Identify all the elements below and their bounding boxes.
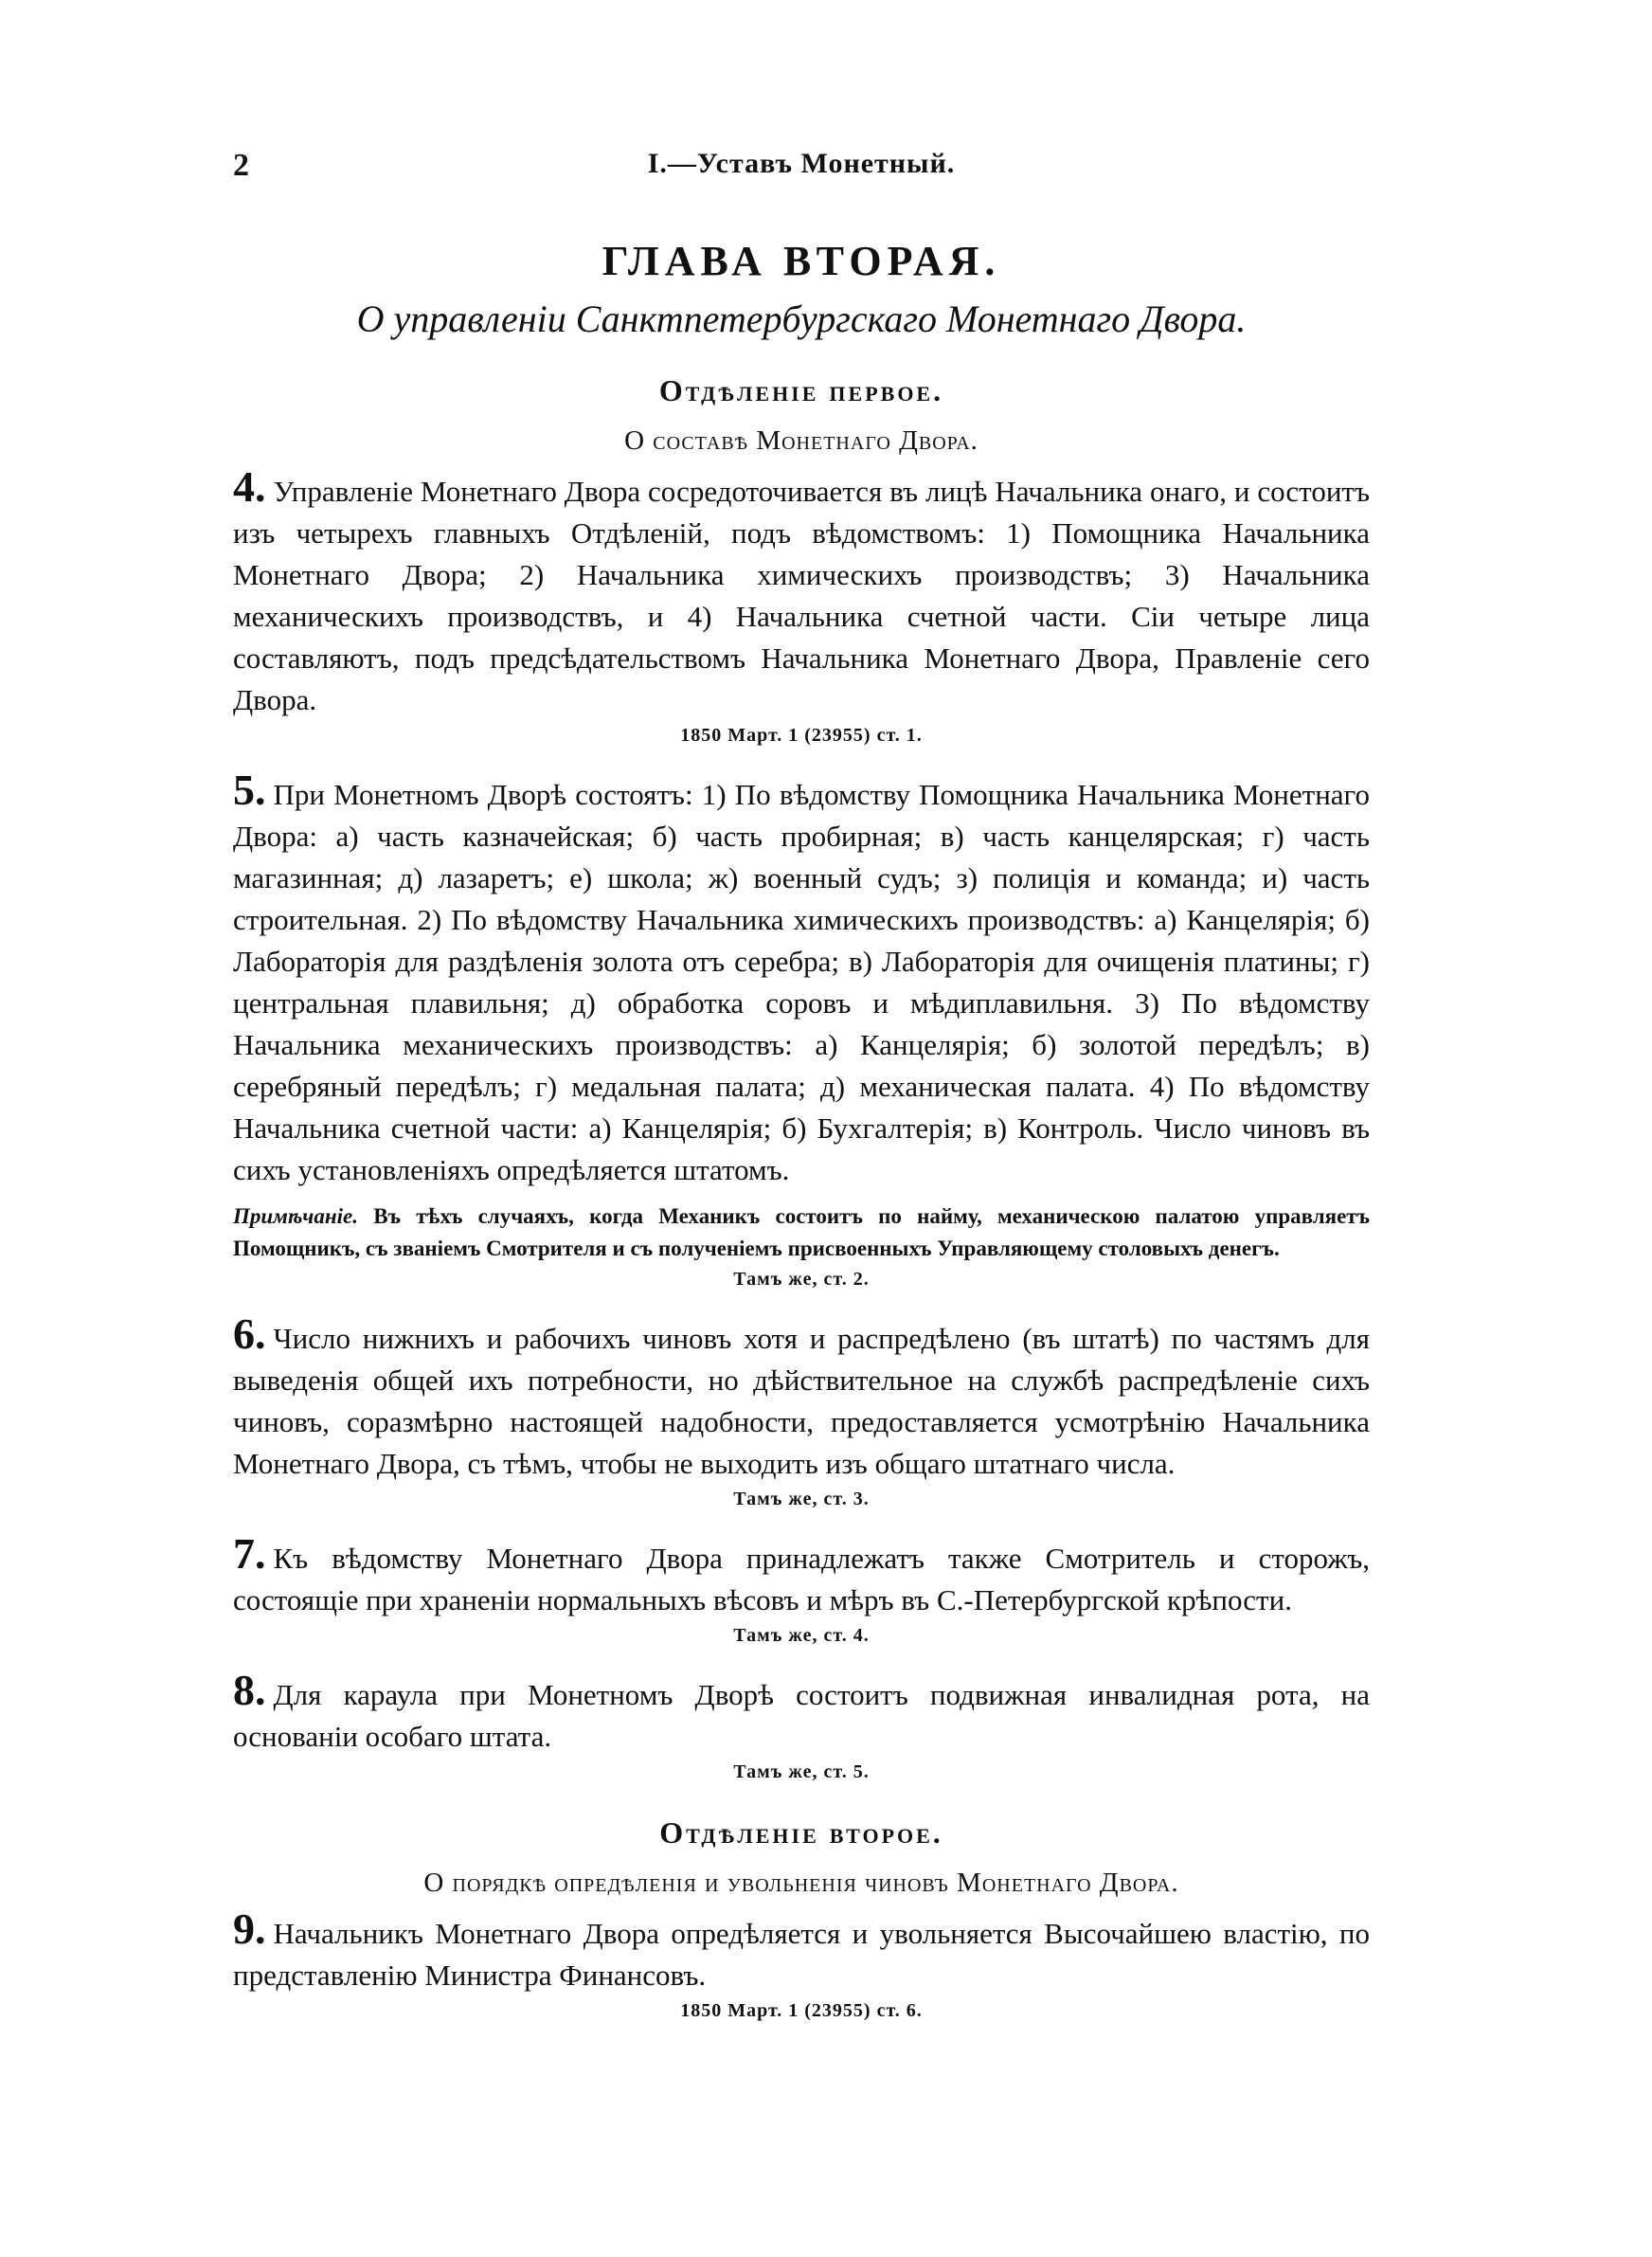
section-subtitle: О порядкѣ опредѣленія и увольненія чиновъ Монетнаго Двора. (423, 1868, 1179, 1898)
article-4 (233, 462, 1370, 721)
section-subtitle: О составѣ Монетнаго Двора. (624, 425, 979, 456)
running-header (233, 142, 1370, 199)
article-note (233, 1201, 1370, 1265)
page-number: 2 (233, 148, 249, 183)
article-number: 5. (233, 766, 266, 814)
article-text: Число нижнихъ и рабочихъ чиновъ хотя и распредѣлено (въ штатѣ) по частямъ для выведенія общей ихъ потребности, но дѣйствительное на службѣ распредѣленіе сихъ чиновъ, соразмѣрно настоящей надобности, предоставляется усмотрѣнію Начальника Монетнаго Двора, съ тѣмъ, чтобы не выходить изъ общаго штатнаго числа. (233, 1322, 1370, 1480)
chapter-subtitle: О управленіи Санктпетербургскаго Монетнаго Двора. (356, 298, 1247, 340)
article-9 (233, 1905, 1370, 1996)
article-number: 9. (233, 1905, 266, 1953)
article-text: Начальникъ Монетнаго Двора опредѣляется и увольняется Высочайшею властію, по представленію Министра Финансовъ. (233, 1917, 1370, 1992)
running-title: I.—Уставъ Монетный. (647, 148, 956, 179)
article-citation: Тамъ же, ст. 2. (733, 1269, 870, 1290)
document-page (233, 142, 1370, 2022)
article-citation: Тамъ же, ст. 4. (733, 1625, 870, 1646)
article-citation: Тамъ же, ст. 5. (733, 1761, 870, 1782)
article-number: 6. (233, 1309, 266, 1358)
article-citation: Тамъ же, ст. 3. (733, 1489, 870, 1509)
article-citation: 1850 Март. 1 (23955) ст. 1. (680, 725, 923, 746)
article-text: Управленіе Монетнаго Двора сосредоточивается въ лицѣ Начальника онаго, и состоитъ изъ четырехъ главныхъ Отдѣленій, подъ вѣдомствомъ: 1) Помощника Начальника Монетнаго Двора; 2) Начальника химическихъ производствъ; 3) Начальника механическихъ производствъ, и 4) Начальника счетной части. Сіи четыре лица составляютъ, подъ предсѣдательствомъ Начальника Монетнаго Двора, Правленіе сего Двора. (233, 475, 1370, 716)
article-6 (233, 1309, 1370, 1485)
section-title: Отдѣленіе второе. (659, 1815, 943, 1850)
article-number: 8. (233, 1666, 266, 1714)
note-text: Въ тѣхъ случаяхъ, когда Механикъ состоитъ по найму, механическою палатою управляетъ Помощникъ, съ званіемъ Смотрителя и съ полученіемъ присвоенныхъ Управляющему столовыхъ денегъ. (233, 1204, 1371, 1260)
note-label: Примѣчаніе. (233, 1204, 358, 1228)
article-text: Для караула при Монетномъ Дворѣ состоитъ подвижная инвалидная рота, на основаніи особаго штата. (233, 1678, 1370, 1753)
article-text: Къ вѣдомству Монетнаго Двора принадлежатъ также Смотритель и сторожъ, состоящіе при храненіи нормальныхъ вѣсовъ и мѣръ въ С.-Петербургской крѣпости. (233, 1542, 1370, 1616)
article-8 (233, 1666, 1370, 1758)
article-7 (233, 1529, 1370, 1621)
article-citation: 1850 Март. 1 (23955) ст. 6. (680, 2000, 923, 2021)
chapter-title: ГЛАВА ВТОРАЯ. (602, 238, 1001, 284)
article-text: При Монетномъ Дворѣ состоятъ: 1) По вѣдомству Помощника Начальника Монетнаго Двора: а) часть казначейская; б) часть пробирная; в) часть канцелярская; г) часть магазинная; д) лазаретъ; е) школа; ж) военный судъ; з) полиція и команда; и) часть строительная. 2) По вѣдомству Начальника химическихъ производствъ: а) Канцелярія; б) Лабораторія для раздѣленія золота отъ серебра; в) Лабораторія для очищенія платины; г) центральная плавильня; д) обработка соровъ и мѣдиплавильня. 3) По вѣдомству Начальника механическихъ производствъ: а) Канцелярія; б) золотой передѣлъ; в) серебряный передѣлъ; г) медальная палата; д) механическая палата. 4) По вѣдомству Начальника счетной части: а) Канцелярія; б) Бухгалтерія; в) Контроль. Число чиновъ въ сихъ установленіяхъ опредѣляется штатомъ. (233, 778, 1370, 1186)
article-number: 4. (233, 462, 266, 511)
article-5 (233, 766, 1370, 1191)
article-number: 7. (233, 1529, 266, 1578)
section-title: Отдѣленіе первое. (658, 373, 944, 407)
